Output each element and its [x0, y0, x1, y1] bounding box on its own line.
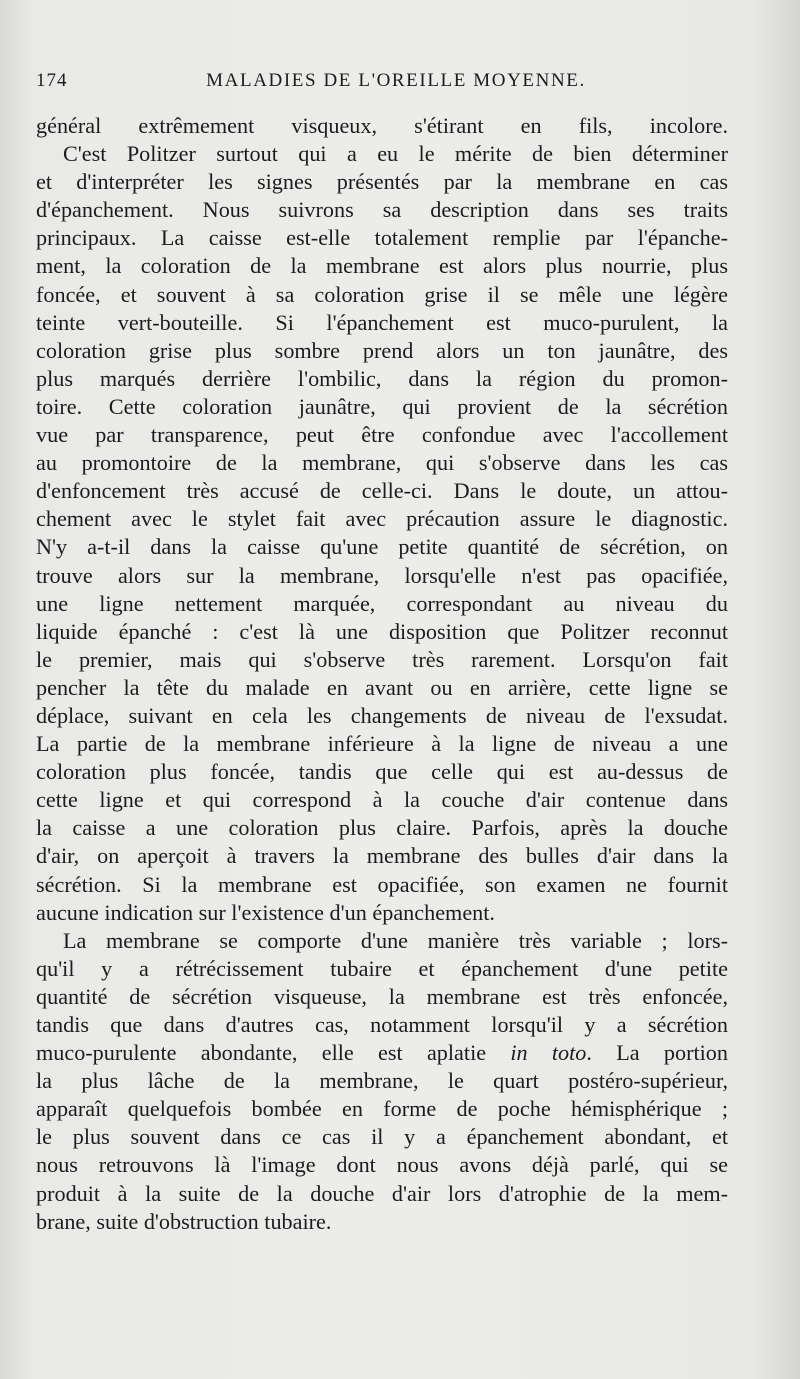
text-line: coloration plus foncée, tandis que celle qui est au-dessus de — [36, 759, 728, 785]
text-line: coloration grise plus sombre prend alors un ton jaunâtre, des — [36, 337, 728, 363]
text-line: la caisse a une coloration plus claire. Parfois, après la douche — [36, 815, 728, 841]
text-line: général extrêmement visqueux, s'étirant en fils, incolore. — [36, 113, 728, 138]
text-segment: . La portion — [586, 1040, 728, 1066]
text-line: produit à la suite de la douche d'air lors d'atrophie de la mem- — [36, 1180, 728, 1206]
text-line: et d'interpréter les signes présentés par la membrane en cas — [36, 169, 728, 195]
text-line: La partie de la membrane inférieure à la ligne de niveau a une — [36, 731, 728, 757]
text-line: principaux. La caisse est-elle totalement remplie par l'épanche- — [36, 225, 728, 251]
text-line-with-italic — [36, 1039, 728, 1067]
text-line: cette ligne et qui correspond à la couche d'air contenue dans — [36, 787, 728, 813]
text-line: plus marqués derrière l'ombilic, dans la région du promon- — [36, 365, 728, 391]
running-title: MALADIES DE L'OREILLE MOYENNE. — [206, 70, 586, 91]
text-line: quantité de sécrétion visqueuse, la membrane est très enfoncée, — [36, 983, 728, 1009]
text-line: chement avec le stylet fait avec précaution assure le diagnostic. — [36, 506, 728, 532]
text-line: qu'il y a rétrécissement tubaire et épanchement d'une petite — [36, 955, 728, 981]
text-line: sécrétion. Si la membrane est opacifiée, son examen ne fournit — [36, 871, 728, 897]
italic-phrase: in toto — [510, 1040, 587, 1066]
text-line: une ligne nettement marquée, correspondant au niveau du — [36, 590, 728, 616]
page-number: 174 — [36, 70, 68, 91]
text-line: ment, la coloration de la membrane est alors plus nourrie, plus — [36, 253, 728, 279]
text-line: le premier, mais qui s'observe très rarement. Lorsqu'on fait — [36, 646, 728, 672]
text-line: aucune indication sur l'existence d'un épanchement. — [36, 899, 495, 925]
text-line: teinte vert-bouteille. Si l'épanchement est muco-purulent, la — [36, 309, 728, 335]
text-line: N'y a-t-il dans la caisse qu'une petite quantité de sécrétion, on — [36, 534, 728, 560]
text-line: foncée, et souvent à sa coloration grise il se mêle une légère — [36, 281, 728, 307]
text-segment: muco-purulente abondante, elle est aplatie — [36, 1040, 511, 1066]
text-line: brane, suite d'obstruction tubaire. — [36, 1208, 332, 1234]
text-line: le plus souvent dans ce cas il y a épanchement abondant, et — [36, 1124, 728, 1150]
page-header — [36, 70, 728, 100]
text-line: tandis que dans d'autres cas, notamment lorsqu'il y a sécrétion — [36, 1012, 728, 1037]
text-line: la plus lâche de la membrane, le quart postéro-supérieur, — [36, 1068, 728, 1094]
text-line: déplace, suivant en cela les changements de niveau de l'exsudat. — [36, 702, 728, 728]
text-line: au promontoire de la membrane, qui s'observe dans les cas — [36, 450, 728, 476]
text-line: apparaît quelquefois bombée en forme de poche hémisphérique ; — [36, 1096, 728, 1122]
text-line: nous retrouvons là l'image dont nous avons déjà parlé, qui se — [36, 1152, 728, 1178]
text-line: liquide épanché : c'est là une disposition que Politzer reconnut — [36, 618, 728, 644]
text-line: vue par transparence, peut être confondue avec l'accollement — [36, 422, 728, 448]
text-line: La membrane se comporte d'une manière très variable ; lors- — [63, 927, 728, 953]
text-line: C'est Politzer surtout qui a eu le mérite de bien déterminer — [63, 141, 728, 167]
body-text — [36, 112, 728, 1236]
text-line: d'enfoncement très accusé de celle-ci. Dans le doute, un attou- — [36, 478, 728, 504]
text-line: pencher la tête du malade en avant ou en arrière, cette ligne se — [36, 674, 728, 700]
text-line: d'épanchement. Nous suivrons sa description dans ses traits — [36, 197, 728, 223]
text-line: trouve alors sur la membrane, lorsqu'elle n'est pas opacifiée, — [36, 562, 728, 588]
text-line: toire. Cette coloration jaunâtre, qui provient de la sécrétion — [36, 393, 728, 419]
text-line: d'air, on aperçoit à travers la membrane des bulles d'air dans la — [36, 843, 728, 869]
